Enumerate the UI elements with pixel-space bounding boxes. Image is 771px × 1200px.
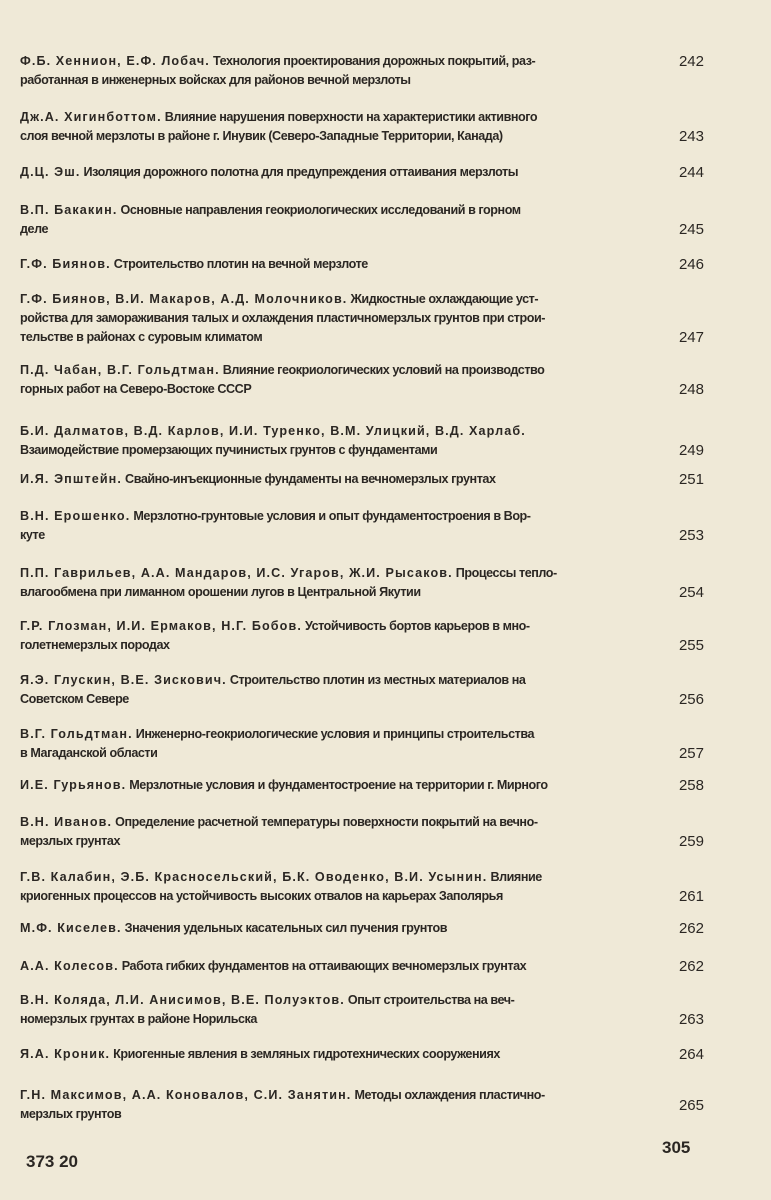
entry-page-number: 244 xyxy=(678,164,704,181)
entry-line xyxy=(20,470,496,489)
entry-title: Строительство плотин из местных материалов на xyxy=(229,673,526,687)
entry-authors: Дж.А. Хигинботтом. xyxy=(20,110,162,124)
entry-line xyxy=(20,526,45,545)
entry-title: Строительство плотин на вечной мерзлоте xyxy=(113,257,368,271)
entry-title: Значения удельных касательных сил пучения грунтов xyxy=(124,921,448,935)
entry-title: влагообмена при лиманном орошении лугов в Центральной Якутии xyxy=(20,585,421,599)
entry-line xyxy=(20,957,526,976)
entry-page-number: 249 xyxy=(678,442,704,459)
toc-entry xyxy=(20,255,740,274)
entry-title: мерзлых грунтах xyxy=(20,834,121,848)
entry-title: Опыт строительства на веч- xyxy=(347,993,515,1007)
entry-line xyxy=(20,671,525,690)
toc-entry xyxy=(20,957,740,976)
entry-title: криогенных процессов на устойчивость высоких отвалов на карьерах Заполярья xyxy=(20,889,503,903)
entry-title: в Магаданской области xyxy=(20,746,158,760)
entry-title: Советском Севере xyxy=(20,692,129,706)
toc-entry xyxy=(20,201,740,239)
toc-entry xyxy=(20,919,740,938)
entry-authors: Г.Р. Глозман, И.И. Ермаков, Н.Г. Бобов. xyxy=(20,619,302,633)
entry-authors: В.П. Бакакин. xyxy=(20,203,118,217)
page-number: 305 xyxy=(662,1138,691,1157)
entry-line xyxy=(20,163,518,182)
entry-line xyxy=(20,617,530,636)
entry-line xyxy=(20,441,437,460)
toc-entry xyxy=(20,361,740,399)
entry-title: работанная в инженерных войсках для районов вечной мерзлоты xyxy=(20,73,411,87)
entry-title: Технология проектирования дорожных покрытий, раз- xyxy=(212,54,536,68)
entry-line xyxy=(20,636,170,655)
entry-line xyxy=(20,108,537,127)
entry-title: Влияние нарушения поверхности на характеристики активного xyxy=(164,110,538,124)
entry-authors: Г.Ф. Биянов, В.И. Макаров, А.Д. Молочников. xyxy=(20,292,348,306)
toc-entry xyxy=(20,290,740,347)
entry-line xyxy=(20,52,535,71)
toc-entry xyxy=(20,470,740,489)
entry-line xyxy=(20,690,129,709)
entry-line xyxy=(20,991,514,1010)
entry-line xyxy=(20,201,521,220)
entry-title: Изоляция дорожного полотна для предупреждения оттаивания мерзлоты xyxy=(83,165,519,179)
print-mark: 373 20 xyxy=(26,1152,78,1171)
entry-authors: Г.Н. Максимов, А.А. Коновалов, С.И. Занятин. xyxy=(20,1088,352,1102)
entry-authors: И.Я. Эпштейн. xyxy=(20,472,122,486)
entry-authors: В.Н. Иванов. xyxy=(20,815,113,829)
entry-title: Свайно-инъекционные фундаменты на вечномерзлых грунтах xyxy=(125,472,496,486)
toc-entry xyxy=(20,617,740,655)
toc-entry xyxy=(20,108,740,146)
entry-line xyxy=(20,744,157,763)
entry-title: ройства для замораживания талых и охлаждения пластичномерзлых грунтов при строи- xyxy=(20,311,546,325)
entry-title: Жидкостные охлаждающие уст- xyxy=(350,292,539,306)
entry-authors: И.Е. Гурьянов. xyxy=(20,778,127,792)
entry-authors: Г.Ф. Биянов. xyxy=(20,257,111,271)
entry-page-number: 264 xyxy=(678,1046,704,1063)
toc-entry xyxy=(20,507,740,545)
toc-entry xyxy=(20,1086,740,1124)
toc-entry xyxy=(20,564,740,602)
entry-line xyxy=(20,309,545,328)
entry-page-number: 257 xyxy=(678,745,704,762)
entry-page-number: 253 xyxy=(678,527,704,544)
entry-line xyxy=(20,1045,500,1064)
entry-page-number: 255 xyxy=(678,637,704,654)
entry-title: Влияние xyxy=(490,870,542,884)
entry-line xyxy=(20,361,544,380)
toc-entry xyxy=(20,991,740,1029)
entry-line xyxy=(20,127,503,146)
entry-authors: Я.А. Кроник. xyxy=(20,1047,111,1061)
entry-line xyxy=(20,1086,545,1105)
entry-page-number: 248 xyxy=(678,381,704,398)
entry-line xyxy=(20,776,548,795)
entry-title: Мерзлотно-грунтовые условия и опыт фундаментостроения в Вор- xyxy=(133,509,531,523)
entry-page-number: 259 xyxy=(678,833,704,850)
entry-title: Основные направления геокриологических исследований в горном xyxy=(120,203,521,217)
entry-line xyxy=(20,422,526,441)
toc-entry xyxy=(20,868,740,906)
entry-line xyxy=(20,290,538,309)
entry-page-number: 265 xyxy=(678,1096,704,1114)
entry-title: Инженерно-геокриологические условия и принципы строительства xyxy=(135,727,535,741)
entry-title: Влияние геокриологических условий на производство xyxy=(222,363,545,377)
entry-line xyxy=(20,725,534,744)
entry-title: номерзлых грунтах в районе Норильска xyxy=(20,1012,257,1026)
entry-line xyxy=(20,887,503,906)
entry-title: Процессы тепло- xyxy=(455,566,557,580)
entry-line xyxy=(20,71,411,90)
entry-line xyxy=(20,583,421,602)
entry-title: Методы охлаждения пластично- xyxy=(354,1088,545,1102)
entry-page-number: 258 xyxy=(678,777,704,794)
entry-line xyxy=(20,220,48,239)
entry-title: куте xyxy=(20,528,45,542)
toc-entry xyxy=(20,422,740,460)
entry-title: мерзлых грунтов xyxy=(20,1107,122,1121)
entry-page-number: 261 xyxy=(678,888,704,905)
entry-page-number: 263 xyxy=(678,1011,704,1028)
entry-title: голетнемерзлых породах xyxy=(20,638,170,652)
toc-entry xyxy=(20,671,740,709)
entry-authors: Д.Ц. Эш. xyxy=(20,165,81,179)
entry-authors: П.П. Гаврильев, А.А. Мандаров, И.С. Угаров, Ж.И. Рысаков. xyxy=(20,566,453,580)
toc-entry xyxy=(20,813,740,851)
entry-title: тельстве в районах с суровым климатом xyxy=(20,330,263,344)
entry-authors: В.Г. Гольдтман. xyxy=(20,727,133,741)
entry-page-number: 251 xyxy=(678,471,704,488)
toc-entry xyxy=(20,163,740,182)
entry-page-number: 246 xyxy=(678,256,704,273)
entry-title: Работа гибких фундаментов на оттаивающих вечномерзлых грунтах xyxy=(121,959,527,973)
entry-title: Взаимодействие промерзающих пучинистых грунтов с фундаментами xyxy=(20,443,438,457)
entry-authors: Б.И. Далматов, В.Д. Карлов, И.И. Туренко, В.М. Улицкий, В.Д. Харлаб. xyxy=(20,424,526,438)
toc-entry xyxy=(20,52,740,90)
entry-page-number: 262 xyxy=(678,958,704,975)
entry-line xyxy=(20,813,538,832)
entry-authors: М.Ф. Киселев. xyxy=(20,921,122,935)
entry-title: горных работ на Северо-Востоке СССР xyxy=(20,382,252,396)
entry-page-number: 242 xyxy=(678,53,704,70)
entry-title: слоя вечной мерзлоты в районе г. Инувик (Северо-Западные Территории, Канада) xyxy=(20,129,503,143)
entry-line xyxy=(20,1105,121,1124)
entry-title: деле xyxy=(20,222,49,236)
entry-authors: Ф.Б. Хеннион, Е.Ф. Лобач. xyxy=(20,54,210,68)
entry-line xyxy=(20,255,368,274)
entry-page-number: 254 xyxy=(678,584,704,601)
entry-authors: П.Д. Чабан, В.Г. Гольдтман. xyxy=(20,363,220,377)
entry-title: Мерзлотные условия и фундаментостроение на территории г. Мирного xyxy=(129,778,548,792)
toc-entry xyxy=(20,776,740,795)
entry-line xyxy=(20,832,120,851)
toc-entry xyxy=(20,1045,740,1064)
entry-authors: А.А. Колесов. xyxy=(20,959,119,973)
entry-authors: Я.Э. Глускин, В.Е. Зискович. xyxy=(20,673,227,687)
entry-title: Определение расчетной температуры поверхности покрытий на вечно- xyxy=(115,815,538,829)
entry-line xyxy=(20,564,557,583)
entry-title: Устойчивость бортов карьеров в мно- xyxy=(304,619,530,633)
entry-line xyxy=(20,380,251,399)
entry-line xyxy=(20,328,262,347)
entry-page-number: 262 xyxy=(678,920,704,937)
toc-entry xyxy=(20,725,740,763)
entry-page-number: 256 xyxy=(678,691,704,708)
entry-authors: В.Н. Коляда, Л.И. Анисимов, В.Е. Полуэктов. xyxy=(20,993,345,1007)
entry-line xyxy=(20,1010,257,1029)
entry-page-number: 243 xyxy=(678,128,704,145)
entry-line xyxy=(20,868,542,887)
entry-line xyxy=(20,507,531,526)
entry-title: Криогенные явления в земляных гидротехнических сооружениях xyxy=(113,1047,500,1061)
entry-page-number: 245 xyxy=(678,221,704,238)
entry-authors: Г.В. Калабин, Э.Б. Красносельский, Б.К. Оводенко, В.И. Усынин. xyxy=(20,870,488,884)
entry-page-number: 247 xyxy=(678,329,704,346)
entry-authors: В.Н. Ерошенко. xyxy=(20,509,131,523)
entry-line xyxy=(20,919,447,938)
